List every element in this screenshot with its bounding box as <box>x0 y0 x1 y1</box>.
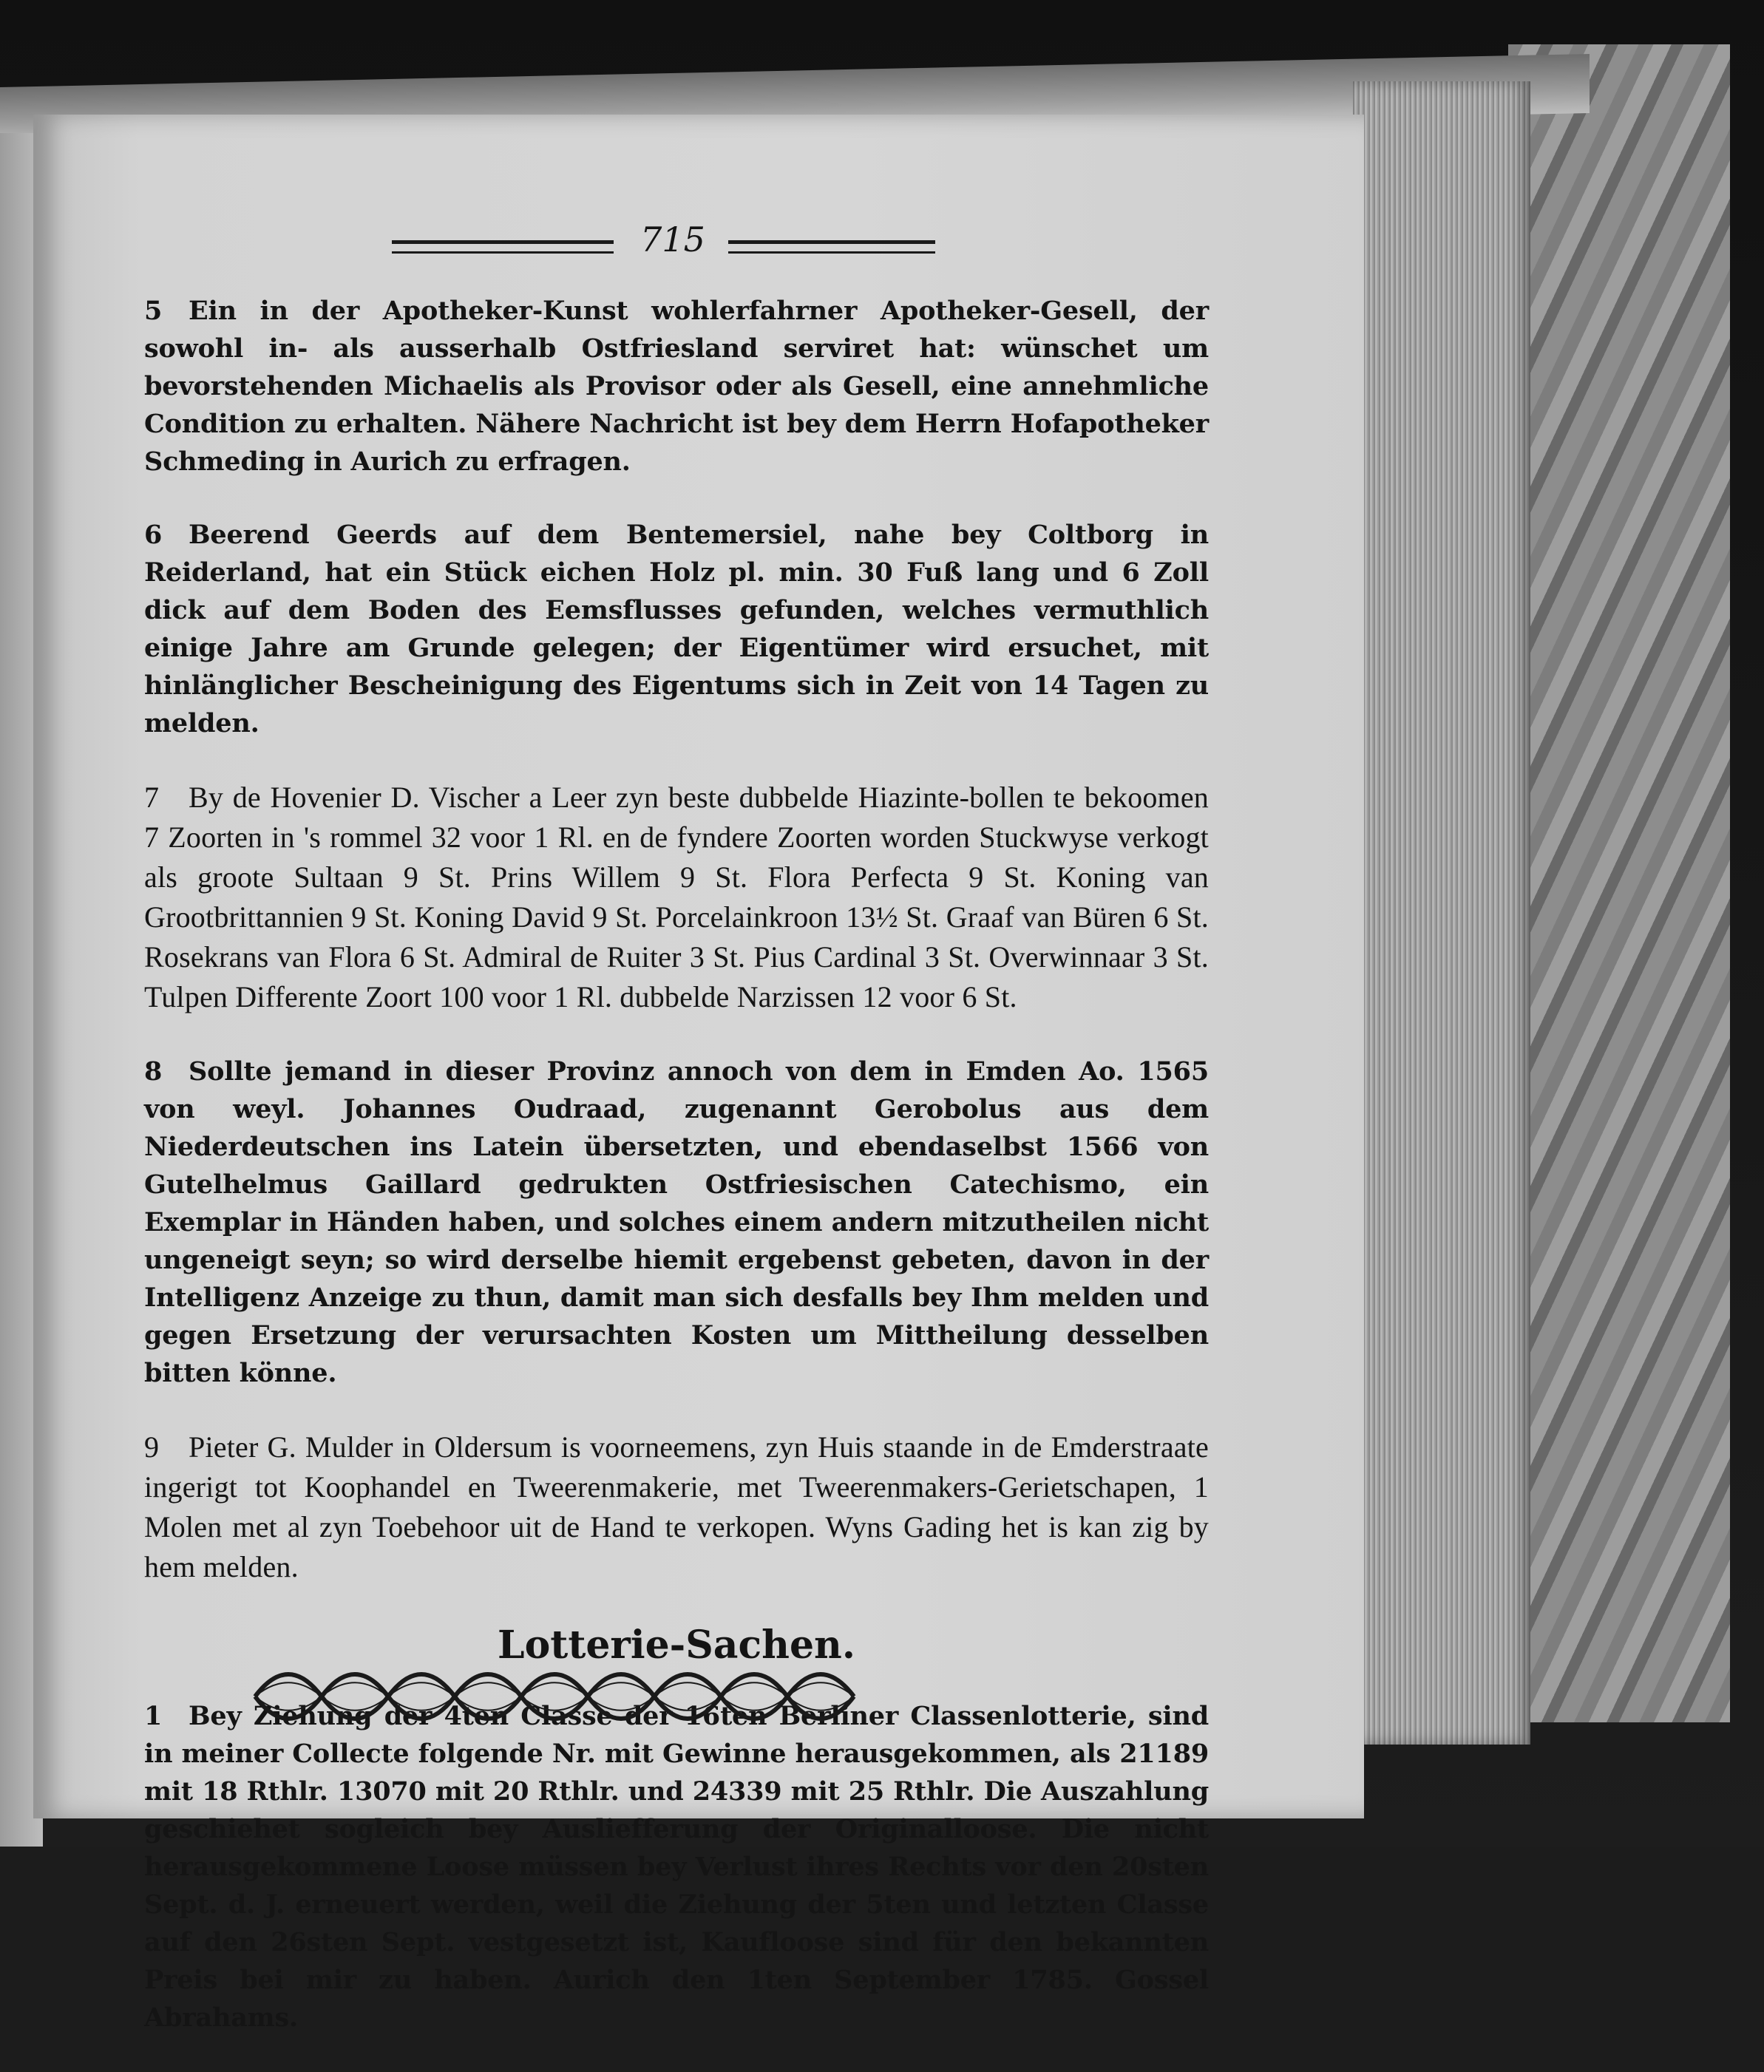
entry-9 <box>144 1427 1209 1587</box>
page-text <box>144 218 1209 2072</box>
entry-text: By de Hovenier D. Vischer a Leer zyn beste dubbelde Hiazinte-bollen te bekoomen 7 Zoorten in 's rommel 32 voor 1 Rl. en de fyndere Zoorten worden Stuckwyse verkogt als groote Sultaan 9 St. Prins Willem 9 St. Flora Perfecta 9 St. Koning van Grootbrittannien 9 St. Koning David 9 St. Porcelainkroon 13½ St. Graaf van Büren 6 St. Rosekrans van Flora 6 St. Admiral de Ruiter 3 St. Pius Cardinal 3 St. Overwinnaar 3 St. Tulpen Differente Zoort 100 voor 1 Rl. dubbelde Narzissen 12 voor 6 St. <box>144 781 1209 1013</box>
entry-text: Pieter G. Mulder in Oldersum is voorneemens, zyn Huis staande in de Emderstraate ingerigt tot Koophandel en Tweerenmakerie, met Tweerenmakers-Gerietschapen, 1 Molen met al zyn Toebehoor uit de Hand te verkopen. Wyns Gading het is kan zig by hem melden. <box>144 1430 1209 1583</box>
entry-number: 1 <box>144 1701 163 1731</box>
entry-number: 5 <box>144 296 163 326</box>
page-number: 715 <box>640 220 705 259</box>
entry-text: Beerend Geerds auf dem Bentemersiel, nahe bey Coltborg in Reiderland, hat ein Stück eichen Holz pl. min. 30 Fuß lang und 6 Zoll dick auf dem Boden des Eemsflusses gefunden, welches vermuthlich einige Jahre am Grunde gelegen; der Eigentümer wird ersuchet, mit hinlänglicher Bescheinigung des Eigentums sich in Zeit von 14 Tagen zu melden. <box>144 520 1209 738</box>
entry-number: 8 <box>144 1056 163 1087</box>
entry-number: 9 <box>144 1430 160 1464</box>
page-block-edges <box>1353 81 1530 1745</box>
entry-text: Sollte jemand in dieser Provinz annoch von dem in Emden Ao. 1565 von weyl. Johannes Oudraad, zugenannt Gerobolus aus dem Niederdeutschen ins Latein übersetzten, und ebendaselbst 1566 von Gutelhelmus Gaillard gedrukten Ostfriesischen Catechismo, ein Exemplar in Händen haben, und solches einem andern mitzutheilen nicht ungeneigt seyn; so wird derselbe hiemit ergebenst gebeten, davon in der Intelligenz Anzeige zu thun, damit man sich desfalls bey Ihm melden und gegen Ersetzung der verursachten Kosten um Mittheilung desselben bitten könne. <box>144 1056 1209 1388</box>
lottery-entry-1 <box>144 1697 1209 2037</box>
section-heading: Lotterie-Sachen. <box>498 1623 855 1668</box>
page-header <box>144 218 1209 262</box>
header-rule-right <box>728 240 935 254</box>
entry-text: Ein in der Apotheker-Kunst wohlerfahrner Apotheker-Gesell, der sowohl in- als ausserhalb Ostfriesland serviret hat: wünschet um bevorstehenden Michaelis als Provisor oder als Gesell, eine annehmliche Condition zu erhalten. Nähere Nachricht ist bey dem Herrn Hofapotheker Schmeding in Aurich zu erfragen. <box>144 296 1209 477</box>
entry-7 <box>144 778 1209 1017</box>
header-rule-left <box>392 240 614 254</box>
entry-5 <box>144 292 1209 480</box>
decorative-ornament <box>248 1663 861 1730</box>
entry-number: 6 <box>144 520 163 550</box>
book-cover <box>1508 44 1730 1722</box>
entry-number: 7 <box>144 781 160 814</box>
entry-6 <box>144 516 1209 742</box>
entry-8 <box>144 1053 1209 1392</box>
entry-text: Bey Ziehung der 4ten Classe der 16ten Berliner Classenlotterie, sind in meiner Collecte folgende Nr. mit Gewinne herausgekommen, als 21189 mit 18 Rthlr. 13070 mit 20 Rthlr. und 24339 mit 25 Rthlr. Die Auszahlung geschiehet sogleich bey Ausliefferung der Originalloose. Die nicht herausgekommene Loose müssen bey Verlust ihres Rechts vor den 20sten Sept. d. J. erneuert werden, weil die Ziehung der 5ten und letzten Classe auf den 26sten Sept. vestgesetzt ist, Kaufloose sind für den bekannten Preis bei mir zu haben. Aurich den 1ten September 1785. Gossel Abrahams. <box>144 1701 1209 2033</box>
